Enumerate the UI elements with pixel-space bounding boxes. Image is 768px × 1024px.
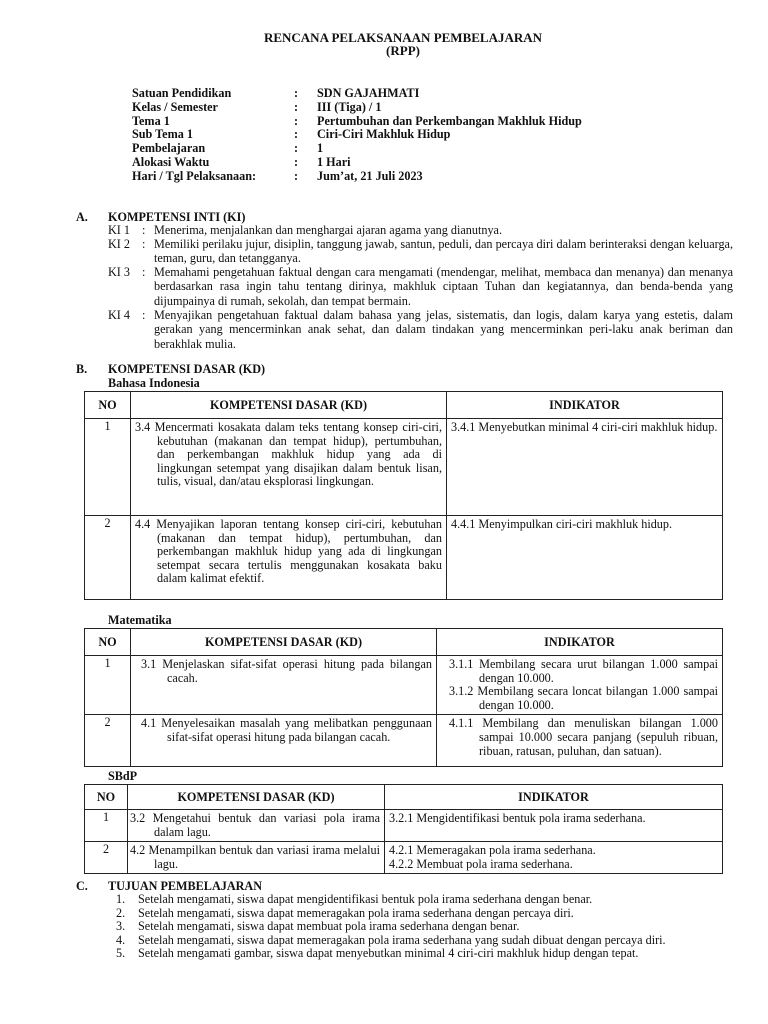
identity-label: Hari / Tgl Pelaksanaan: [132,169,257,183]
list-item [108,934,733,948]
kd-text: 4.1 Menyelesaikan masalah yang melibatkan penggunaan sifat-sifat operasi hitung pada bilangan cacah. [141,716,432,744]
list-item [108,920,733,934]
row-number: 2 [85,516,131,600]
identity-colon: : [294,100,299,114]
kd-table-bahasa-indonesia [84,391,723,600]
identity-label: Tema 1 [132,114,170,128]
ki-text: Memiliki perilaku jujur, disiplin, tanggung jawab, santun, peduli, dan percaya diri dalam berinteraksi dengan keluarga, teman, guru, dan tetangganya. [154,237,733,266]
identity-value: Jum’at, 21 Juli 2023 [317,169,423,183]
ki-label: KI 4 [108,308,131,322]
identity-label: Satuan Pendidikan [132,86,232,100]
indikator-cell [437,656,723,715]
indikator-text: 4.1.1 Membilang dan menuliskan bilangan 1.000 sampai 10.000 secara panjang (sepuluh ribuan, ribuan, ratusan, puluhan, dan satuan). [449,716,718,758]
list-number: 4. [116,932,126,947]
kd-text: 3.1 Menjelaskan sifat-sifat operasi hitung pada bilangan cacah. [141,657,432,685]
list-text: Setelah mengamati, siswa dapat memeragakan pola irama sederhana yang sudah dibuat dengan percaya diri. [138,932,666,947]
indikator-text: 4.2.2 Membuat pola irama sederhana. [389,856,573,871]
row-number: 1 [85,656,131,715]
identity-colon: : [294,155,299,169]
ki-text: Menyajikan pengetahuan faktual dalam bahasa yang jelas, sistematis, dan logis, dalam karya yang estetis, dalam gerakan yang mencerminkan anak sehat, dan dalam tindakan yang mencerminkan peri-laku anak beriman dan berakhlak mulia. [154,308,733,351]
table-header-row [85,392,723,419]
identity-value: 1 Hari [317,155,351,169]
indikator-text: 3.1.2 Membilang secara loncat bilangan 1.000 sampai dengan 10.000. [449,684,718,712]
kd-text: 4.2 Menampilkan bentuk dan variasi irama melalui lagu. [130,843,380,871]
table-row [85,842,723,874]
tujuan-list [108,893,733,961]
table-header-row [85,629,723,656]
list-text: Setelah mengamati, siswa dapat membuat pola irama sederhana dengan benar. [138,919,520,934]
identity-colon: : [294,86,299,100]
kd-cell [128,842,385,874]
identity-value: 1 [317,141,324,155]
identity-label: Pembelajaran [132,141,206,155]
row-number: 1 [85,419,131,516]
identity-label: Alokasi Waktu [132,155,210,169]
identity-colon: : [294,169,299,183]
kd-cell [131,419,447,516]
ki-label: KI 1 [108,223,131,237]
indikator-text: 4.4.1 Menyimpulkan ciri-ciri makhluk hidup. [451,517,673,531]
identity-value: Ciri-Ciri Makhluk Hidup [317,127,451,141]
identity-value: III (Tiga) / 1 [317,100,382,114]
header-indikator: INDIKATOR [385,785,723,810]
identity-value: SDN GAJAHMATI [317,86,420,100]
ki-colon: : [142,223,146,237]
indikator-cell [385,842,723,874]
list-number: 1. [116,892,126,906]
indikator-cell [447,516,723,600]
ki-colon: : [142,265,146,279]
indikator-text: 4.2.1 Memeragakan pola irama sederhana. [389,843,596,858]
ki-text: Memahami pengetahuan faktual dengan cara mengamati (mendengar, melihat, membaca dan menanya) dan menanya berdasarkan rasa ingin tahu tentang dirinya, makhluk ciptaan Tuhan dan kegiatannya, dan benda-benda yang dijumpainya di rumah, sekolah, dan tempat bermain. [154,265,733,308]
section-b-title: KOMPETENSI DASAR (KD) [108,362,266,376]
subject-name: Bahasa Indonesia [108,376,200,390]
header-no: NO [85,392,131,419]
section-a-title: KOMPETENSI INTI (KI) [108,210,246,224]
subject-name: SBdP [108,769,138,783]
header-no: NO [85,785,128,810]
document-title: RENCANA PELAKSANAAN PEMBELAJARAN [263,30,543,45]
identity-label: Sub Tema 1 [132,127,193,141]
table-row [85,419,723,516]
document-subtitle: (RPP) [386,43,420,58]
indikator-text: 3.1.1 Membilang secara urut bilangan 1.000 sampai dengan 10.000. [449,657,718,685]
kd-text: 3.4 Mencermati kosakata dalam teks tentang konsep ciri-ciri, kebutuhan (makanan dan tempat hidup), pertumbuhan, dan perkembangan makhluk hidup yang ada di lingkungan setempat yang disajikan dalam bentuk lisan, tulis, visual, dan/atau eksplorasi lingkungan. [135,420,442,489]
indikator-cell [447,419,723,516]
table-row [85,715,723,767]
identity-colon: : [294,127,299,141]
kd-cell [131,715,437,767]
list-item [108,893,733,907]
ki-text: Menerima, menjalankan dan menghargai ajaran agama yang dianutnya. [154,223,502,237]
section-b-letter: B. [76,362,88,376]
ki-label: KI 2 [108,237,131,251]
list-item [108,947,733,961]
ki-colon: : [142,237,146,251]
list-text: Setelah mengamati, siswa dapat mengidentifikasi bentuk pola irama sederhana dengan benar. [138,892,593,906]
list-number: 2. [116,905,126,920]
row-number: 1 [85,810,128,842]
kd-text: 4.4 Menyajikan laporan tentang konsep ciri-ciri, kebutuhan (makanan dan tempat hidup), pertumbuhan, dan perkembangan makhluk hidup yang ada di lingkungan setempat secara tertulis menggunakan kosakata baku dalam kalimat efektif. [135,517,442,586]
kd-cell [131,656,437,715]
header-indikator: INDIKATOR [437,629,723,656]
section-c-title: TUJUAN PEMBELAJARAN [108,879,263,893]
ki-colon: : [142,308,146,322]
indikator-cell [437,715,723,767]
header-kd: KOMPETENSI DASAR (KD) [131,392,447,419]
table-row [85,516,723,600]
list-number: 5. [116,946,126,961]
row-number: 2 [85,715,131,767]
identity-colon: : [294,141,299,155]
row-number: 2 [85,842,128,874]
header-kd: KOMPETENSI DASAR (KD) [128,785,385,810]
list-text: Setelah mengamati gambar, siswa dapat menyebutkan minimal 4 ciri-ciri makhluk hidup dengan tepat. [138,946,639,961]
header-no: NO [85,629,131,656]
subject-name: Matematika [108,613,172,627]
kd-cell [131,516,447,600]
ki-label: KI 3 [108,265,131,279]
table-row [85,656,723,715]
section-a-letter: A. [76,210,88,224]
header-kd: KOMPETENSI DASAR (KD) [131,629,437,656]
list-item [108,907,733,921]
table-row [85,810,723,842]
table-header-row [85,785,723,810]
section-c-letter: C. [76,879,88,893]
identity-label: Kelas / Semester [132,100,218,114]
kd-cell [128,810,385,842]
kd-table-sbdp [84,784,723,874]
indikator-cell [385,810,723,842]
identity-value: Pertumbuhan dan Perkembangan Makhluk Hidup [317,114,582,128]
list-number: 3. [116,919,126,934]
indikator-text: 3.4.1 Menyebutkan minimal 4 ciri-ciri makhluk hidup. [451,420,718,434]
kd-text: 3.2 Mengetahui bentuk dan variasi pola irama dalam lagu. [130,811,380,839]
identity-colon: : [294,114,299,128]
header-indikator: INDIKATOR [447,392,723,419]
indikator-text: 3.2.1 Mengidentifikasi bentuk pola irama sederhana. [389,811,646,825]
list-text: Setelah mengamati, siswa dapat memeragakan pola irama sederhana dengan percaya diri. [138,905,574,920]
kd-table-matematika [84,628,723,767]
